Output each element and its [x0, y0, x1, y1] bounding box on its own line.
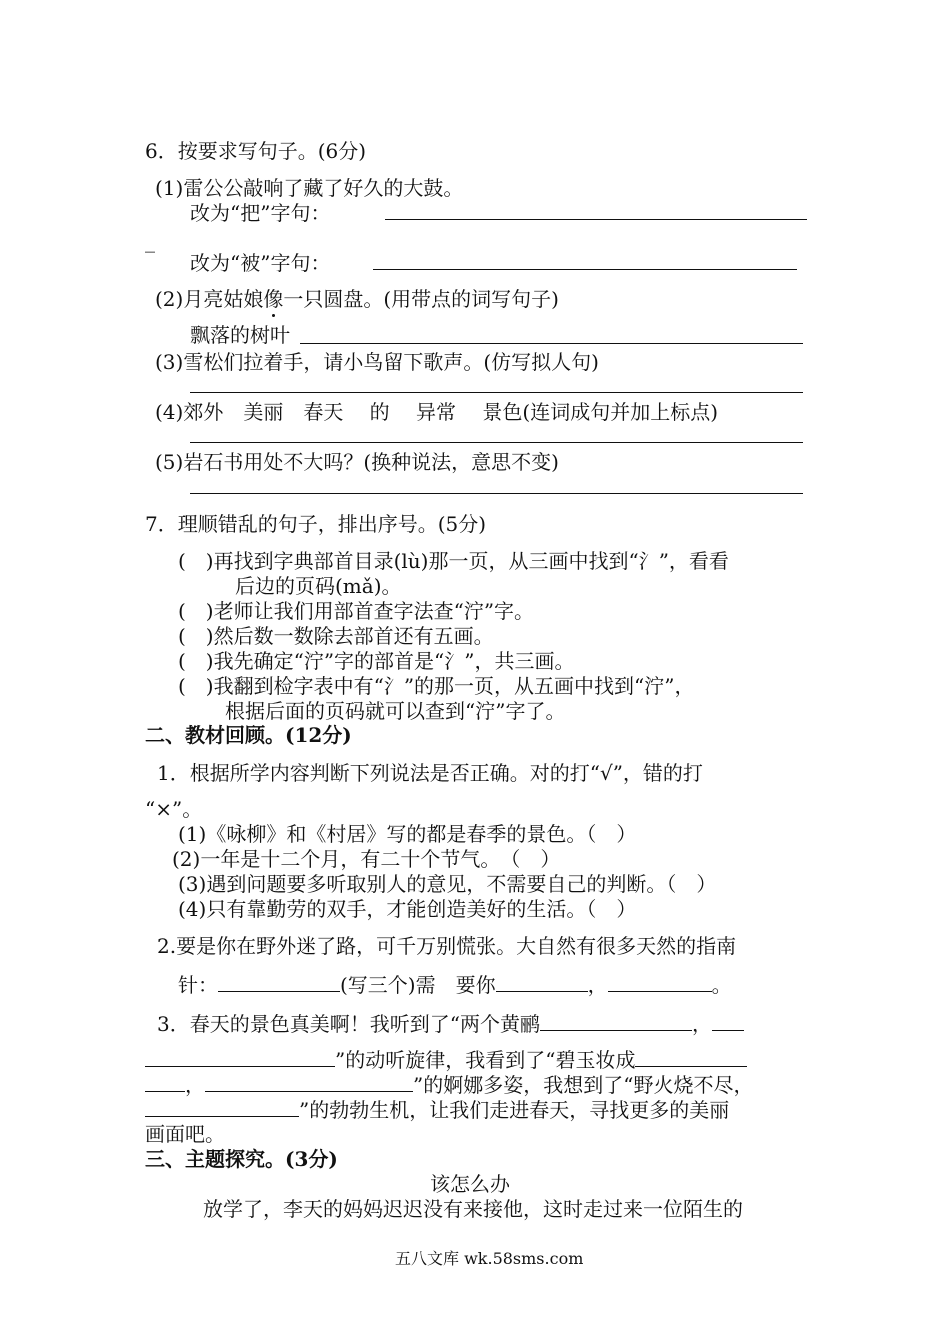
q3-text: ”的动听旋律，我看到了“碧玉妆成 — [335, 1048, 636, 1072]
q7-item: ( )再找到字典部首目录(lù)那一页，从三画中找到“氵”，看看 — [178, 549, 729, 573]
q3-blank-1[interactable] — [540, 1010, 692, 1031]
q3-text: ”的勃勃生机，让我们走进春天，寻找更多的美丽 — [299, 1098, 730, 1122]
sec2-q2-line2 — [178, 971, 732, 998]
q3-text: ”的婀娜多姿，我想到了“野火烧不尽， — [413, 1073, 754, 1097]
q6-part2-post: 一只圆盘。(用带点的词写句子) — [283, 287, 559, 311]
sec2-q2-line1: 2.要是你在野外迷了路，可千万别慌张。大自然有很多天然的指南 — [157, 934, 737, 958]
q3-comma: ， — [185, 1073, 205, 1097]
q3-text: 3．春天的景色真美啊！我听到了“两个黄鹂 — [157, 1012, 540, 1036]
q6-part4: (4)郊外 美丽 春天 的 异常 景色(连词成句并加上标点) — [155, 400, 719, 424]
q6-part1-ba-label: 改为“把”字句： — [190, 201, 331, 225]
q6-bei-answer-line[interactable] — [373, 269, 797, 270]
q6-part3-answer-line[interactable] — [190, 392, 803, 393]
sec2-q1-line2: “×”。 — [145, 797, 203, 821]
q6-part2 — [155, 286, 559, 312]
q7-title: 7．理顺错乱的句子，排出序号。(5分) — [145, 512, 487, 536]
judge-item: (2)一年是十二个月，有二十个节气。 （ ） — [172, 847, 561, 871]
q6-part5: (5)岩石书用处不大吗？(换种说法，意思不变) — [155, 450, 559, 474]
section2-title: 二、教材回顾。(12分) — [145, 723, 352, 747]
q7-item: ( )我先确定“泞”字的部首是“氵”，共三画。 — [178, 649, 575, 673]
q7-item: ( )然后数一数除去部首还有五画。 — [178, 624, 494, 648]
q2-comma: ， — [587, 973, 608, 997]
q7-item-cont: 后边的页码(mǎ)。 — [235, 574, 402, 598]
sec2-q1-line1: 1．根据所学内容判断下列说法是否正确。对的打“√”，错的打 — [157, 761, 703, 785]
q6-part1-bei-label: 改为“被”字句： — [190, 251, 331, 275]
story-title: 该怎么办 — [430, 1172, 510, 1196]
q6-title: 6．按要求写句子。(6分) — [145, 139, 367, 163]
q2-blank-3[interactable] — [608, 971, 712, 992]
q2-period: 。 — [711, 973, 732, 997]
q3-blank-4[interactable] — [205, 1071, 413, 1092]
q2-blank-2[interactable] — [496, 971, 588, 992]
story-first-line: 放学了，李天的妈妈迟迟没有来接他，这时走过来一位陌生的 — [203, 1197, 743, 1221]
judge-item: (1)《咏柳》和《村居》写的都是春季的景色。（ ） — [178, 822, 637, 846]
q2-text: (写三个)需 要你 — [340, 973, 496, 997]
sec2-q3-line2 — [145, 1046, 747, 1073]
q3-blank-5[interactable] — [145, 1096, 299, 1117]
q6-part2-answer-line[interactable] — [300, 343, 803, 344]
q3-blank-1b[interactable] — [712, 1010, 744, 1031]
q6-part2-pre: (2)月亮姑娘 — [155, 287, 264, 311]
section3-title: 三、主题探究。(3分) — [145, 1147, 338, 1171]
q6-part3: (3)雪松们拉着手，请小鸟留下歌声。(仿写拟人句) — [155, 350, 599, 374]
footer-watermark: 五八文库 wk.58sms.com — [395, 1249, 584, 1268]
q6-part5-answer-line[interactable] — [190, 493, 803, 494]
q7-item: ( )老师让我们用部首查字法查“泞”字。 — [178, 599, 535, 623]
q6-part2-start: 飘落的树叶 — [190, 323, 290, 347]
q2-label: 针： — [178, 973, 218, 997]
q6-part1: (1)雷公公敲响了藏了好久的大鼓。 — [155, 176, 464, 200]
sec2-q3-line1 — [157, 1010, 744, 1037]
sec2-q3-line5: 画面吧。 — [145, 1122, 225, 1146]
q6-part4-answer-line[interactable] — [190, 442, 803, 443]
q6-ba-answer-line[interactable] — [385, 219, 807, 220]
q3-blank-2[interactable] — [145, 1046, 335, 1067]
q3-blank-3[interactable] — [635, 1046, 747, 1067]
dotted-word: 像 — [263, 287, 284, 311]
q7-item-cont: 根据后面的页码就可以查到“泞”字了。 — [225, 699, 566, 723]
q7-item: ( )我翻到检字表中有“氵”的那一页，从五画中找到“泞”， — [178, 674, 695, 698]
q3-comma: ， — [691, 1012, 712, 1036]
q2-blank-1[interactable] — [218, 971, 340, 992]
judge-item: (3)遇到问题要多听取别人的意见，不需要自己的判断。（ ） — [178, 872, 717, 896]
sec2-q3-line3 — [145, 1071, 753, 1098]
q3-blank-3b[interactable] — [145, 1071, 185, 1092]
judge-item: (4)只有靠勤劳的双手，才能创造美好的生活。（ ） — [178, 897, 637, 921]
q6-stray-dash: _ — [145, 229, 155, 253]
sec2-q3-line4 — [145, 1096, 729, 1123]
